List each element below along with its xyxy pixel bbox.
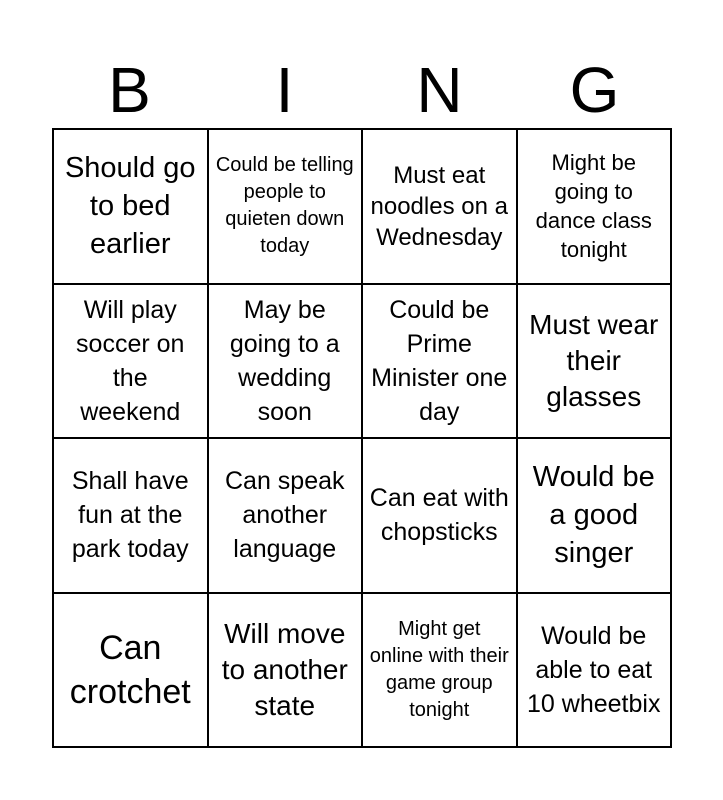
bingo-cell-text: Can crotchet bbox=[69, 628, 191, 711]
bingo-cell[interactable] bbox=[53, 284, 208, 439]
bingo-cell[interactable] bbox=[53, 438, 208, 593]
bingo-cell[interactable] bbox=[362, 593, 517, 748]
bingo-cell[interactable] bbox=[208, 284, 363, 439]
bingo-cell-text: May be going to a wedding soon bbox=[229, 295, 340, 426]
bingo-cell[interactable] bbox=[517, 284, 672, 439]
bingo-cell-text: Might be going to dance class tonight bbox=[535, 150, 652, 263]
bingo-cell[interactable] bbox=[208, 438, 363, 593]
bingo-cell[interactable] bbox=[362, 438, 517, 593]
header-letter-i: I bbox=[275, 54, 294, 126]
bingo-cell-text: Might get online with their game group tonight bbox=[369, 617, 509, 721]
bingo-cell-text: Could be Prime Minister one day bbox=[371, 295, 508, 426]
bingo-grid bbox=[52, 128, 672, 748]
bingo-cell[interactable] bbox=[53, 129, 208, 284]
bingo-cell-text: Must eat noodles on a Wednesday bbox=[370, 161, 508, 251]
bingo-cell-text: Must wear their glasses bbox=[529, 308, 659, 412]
bingo-cell[interactable] bbox=[208, 593, 363, 748]
bingo-cell-text: Would be able to eat 10 wheetbix bbox=[527, 621, 661, 718]
bingo-cell-text: Can eat with chopsticks bbox=[369, 484, 509, 547]
bingo-cell-text: Should go to bed earlier bbox=[64, 152, 196, 261]
bingo-header bbox=[52, 52, 672, 128]
bingo-cell-text: Will play soccer on the weekend bbox=[76, 295, 185, 426]
bingo-cell-text: Will move to another state bbox=[221, 617, 348, 721]
bingo-cell[interactable] bbox=[53, 593, 208, 748]
bingo-cell-text: Would be a good singer bbox=[532, 461, 655, 570]
bingo-cell[interactable] bbox=[362, 284, 517, 439]
bingo-cell[interactable] bbox=[208, 129, 363, 284]
header-letter-b: B bbox=[108, 54, 151, 126]
bingo-cell-text: Could be telling people to quieten down today bbox=[215, 154, 354, 258]
bingo-cell-text: Can speak another language bbox=[224, 467, 345, 564]
bingo-cell[interactable] bbox=[517, 438, 672, 593]
bingo-cell[interactable] bbox=[362, 129, 517, 284]
header-letter-n: N bbox=[416, 54, 463, 126]
header-letter-g: G bbox=[569, 54, 620, 126]
bingo-cell[interactable] bbox=[517, 593, 672, 748]
bingo-cell[interactable] bbox=[517, 129, 672, 284]
bingo-cell-text: Shall have fun at the park today bbox=[71, 467, 189, 564]
